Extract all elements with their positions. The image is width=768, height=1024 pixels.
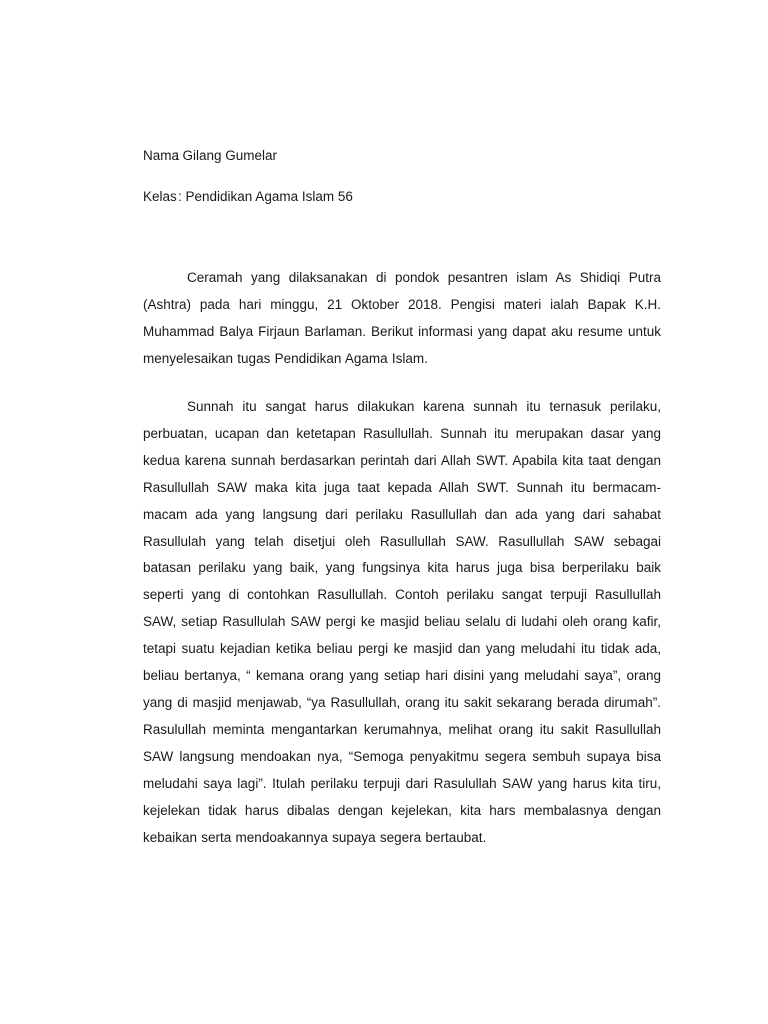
student-name-value: : Gilang Gumelar	[175, 148, 278, 163]
name-label: Nama	[143, 148, 180, 163]
paragraph-text: Sunnah itu sangat harus dilakukan karena sunnah itu ternasuk perilaku, perbuatan, ucapan dan ketetapan Rasullullah. Sunnah itu merupakan dasar yang kedua karena sunnah berdasarkan perintah dari Allah SWT. Apabila kita taat dengan Rasullullah SAW maka kita juga taat kepada Allah SWT. Sunnah itu bermacam-macam ada yang langsung dari perilaku Rasullullah dan ada yang dari sahabat Rasullulah yang telah disetjui oleh Rasullullah SAW. Rasullullah SAW sebagai batasan perilaku yang baik, yang fungsinya kita harus juga bisa berperilaku baik seperti yang di contohkan Rasullullah. Contoh perilaku sangat terpuji Rasullullah SAW, setiap Rasullulah SAW pergi ke masjid beliau selalu di ludahi oleh orang kafir, tetapi suatu kejadian ketika beliau pergi ke masjid dan yang meludahi itu tidak ada, beliau bertanya, “ kemana orang yang setiap hari disini yang meludahi saya”, orang yang di masjid menjawab, “ya Rasullullah, orang itu sakit sekarang berada dirumah”. Rasulullah meminta mengantarkan kerumahnya, melihat orang itu sakit Rasullullah SAW langsung mendoakan nya, “Semoga penyakitmu segera sembuh supaya bisa meludahi saya lagi”. Itulah perilaku terpuji dari Rasulullah SAW yang harus kita tiru, kejelekan tidak harus dibalas dengan kejelekan, kita hars membalasnya dengan kebaikan serta mendoakannya supaya segera bertaubat.	[143, 399, 661, 845]
student-class-line	[143, 187, 353, 207]
paragraph-intro	[143, 265, 661, 373]
class-label: Kelas	[143, 189, 177, 204]
paragraph-sunnah	[143, 394, 661, 851]
paragraph-text: Ceramah yang dilaksanakan di pondok pesantren islam As Shidiqi Putra (Ashtra) pada hari minggu, 21 Oktober 2018. Pengisi materi ialah Bapak K.H. Muhammad Balya Firjaun Barlaman. Berikut informasi yang dapat aku resume untuk menyelesaikan tugas Pendidikan Agama Islam.	[143, 270, 661, 366]
student-class-value: : Pendidikan Agama Islam 56	[178, 189, 353, 204]
student-name-line	[143, 146, 278, 166]
